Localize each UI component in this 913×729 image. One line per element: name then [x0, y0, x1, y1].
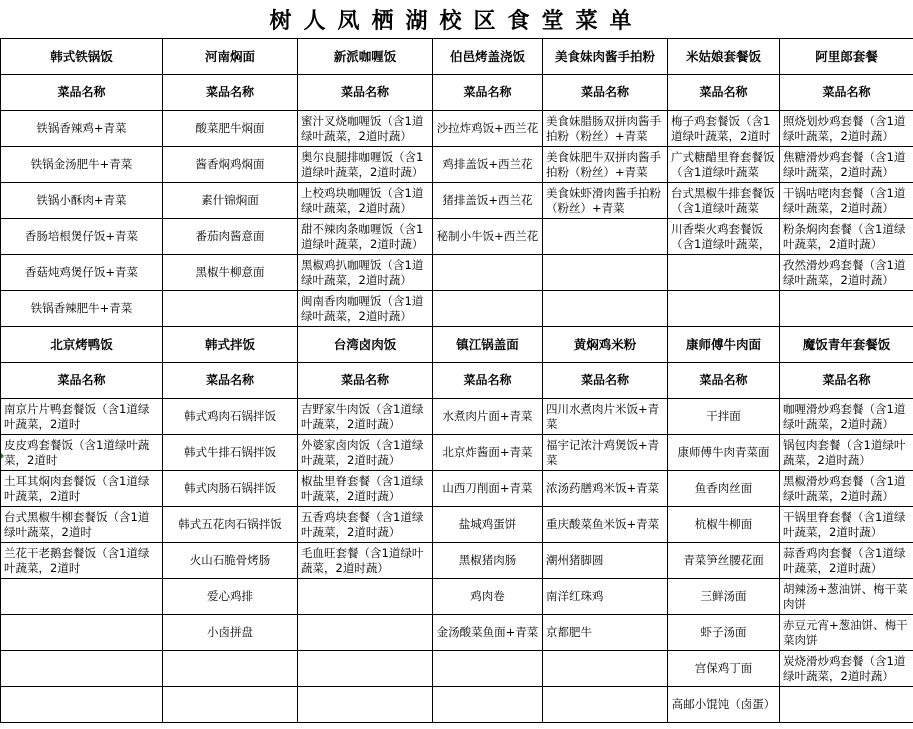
menu-table [0, 38, 913, 723]
dish-cell: 青菜笋丝腰花面 [668, 543, 780, 579]
dish-name-label: 菜品名称 [668, 363, 780, 399]
dish-cell: 铁锅金汤肥牛+青菜 [1, 147, 163, 183]
dish-name-label: 菜品名称 [298, 363, 433, 399]
menu-body [1, 39, 913, 723]
menu-row [1, 543, 913, 579]
dish-cell [543, 687, 668, 723]
dish-cell: 炭烧滑炒鸡套餐（含1道绿叶蔬菜，2道时蔬） [780, 651, 913, 687]
dish-cell: 番茄肉酱意面 [163, 219, 298, 255]
restaurant-name: 美食妹肉酱手拍粉 [543, 39, 668, 75]
dish-cell: 兰花干老鹅套餐饭（含1道绿叶蔬菜，2道时 [1, 543, 163, 579]
dish-cell [543, 219, 668, 255]
dish-cell: 盐城鸡蛋饼 [433, 507, 543, 543]
dish-cell: 高邮小馄饨（卤蛋） [668, 687, 780, 723]
dish-cell: 川香柴火鸡套餐饭（含1道绿叶蔬菜， [668, 219, 780, 255]
dish-name-label: 菜品名称 [543, 75, 668, 111]
dish-cell: 广式糖醋里脊套餐饭（含1道绿叶蔬菜 [668, 147, 780, 183]
dish-cell: 蒜香鸡肉套餐（含1道绿叶蔬菜，2道时蔬） [780, 543, 913, 579]
dish-cell: 香菇炖鸡煲仔饭+青菜 [1, 255, 163, 291]
restaurant-name: 伯邑烤盖浇饭 [433, 39, 543, 75]
dish-cell: 韩式五花肉石锅拌饭 [163, 507, 298, 543]
dish-cell: 猪排盖饭+西兰花 [433, 183, 543, 219]
dish-name-label: 菜品名称 [668, 75, 780, 111]
dish-cell: 秘制小牛饭+西兰花 [433, 219, 543, 255]
restaurant-name: 米姑娘套餐饭 [668, 39, 780, 75]
dish-cell [163, 687, 298, 723]
dish-cell: 京都肥牛 [543, 615, 668, 651]
dish-cell: 南洋红珠鸡 [543, 579, 668, 615]
dish-cell [163, 651, 298, 687]
dish-cell: 福宇记浓汁鸡煲饭+青菜 [543, 435, 668, 471]
dish-cell: 浓汤药膳鸡米饭+青菜 [543, 471, 668, 507]
dish-cell [780, 291, 913, 327]
dish-cell: 爱心鸡排 [163, 579, 298, 615]
dish-cell: 咖喱滑炒鸡套餐（含1道绿叶蔬菜，2道时蔬） [780, 399, 913, 435]
dish-cell: 酱香焖鸡焖面 [163, 147, 298, 183]
dish-cell: 金汤酸菜鱼面+青菜 [433, 615, 543, 651]
dish-cell [543, 255, 668, 291]
restaurant-header-row [1, 327, 913, 363]
dish-cell: 铁锅香辣鸡+青菜 [1, 111, 163, 147]
dish-cell: 韩式鸡肉石锅拌饭 [163, 399, 298, 435]
dish-cell: 山西刀削面+青菜 [433, 471, 543, 507]
dish-name-label: 菜品名称 [298, 75, 433, 111]
dish-cell: 韩式牛排石锅拌饭 [163, 435, 298, 471]
dish-cell: 蜜汁叉烧咖喱饭（含1道绿叶蔬菜，2道时蔬） [298, 111, 433, 147]
dish-cell: 五香鸡块套餐（含1道绿叶蔬菜，2道时蔬） [298, 507, 433, 543]
restaurant-name: 韩式铁锅饭 [1, 39, 163, 75]
dish-cell: 干锅咕咾肉套餐（含1道绿叶蔬菜，2道时蔬） [780, 183, 913, 219]
dish-cell: 北京炸酱面+青菜 [433, 435, 543, 471]
page-title: 树人凤栖湖校区食堂菜单 [269, 7, 644, 34]
restaurant-name: 台湾卤肉饭 [298, 327, 433, 363]
dish-cell: 干拌面 [668, 399, 780, 435]
dish-name-label: 菜品名称 [543, 363, 668, 399]
dish-cell [1, 687, 163, 723]
menu-row [1, 219, 913, 255]
restaurant-header-row [1, 39, 913, 75]
menu-row [1, 291, 913, 327]
dish-cell [543, 291, 668, 327]
restaurant-name: 北京烤鸭饭 [1, 327, 163, 363]
dish-cell [298, 579, 433, 615]
dish-cell [298, 615, 433, 651]
menu-row [1, 507, 913, 543]
dish-name-label: 菜品名称 [1, 363, 163, 399]
dish-cell: 照烧划炒鸡套餐（含1道绿叶蔬菜，2道时蔬） [780, 111, 913, 147]
restaurant-name: 黄焖鸡米粉 [543, 327, 668, 363]
dish-cell: 赤豆元宵+葱油饼、梅干菜肉饼 [780, 615, 913, 651]
dish-cell: 椒盐里脊套餐（含1道绿叶蔬菜，2道时蔬） [298, 471, 433, 507]
menu-row [1, 471, 913, 507]
dish-name-label: 菜品名称 [433, 363, 543, 399]
restaurant-name: 康师傅牛肉面 [668, 327, 780, 363]
dish-name-label: 菜品名称 [780, 75, 913, 111]
dish-cell [433, 651, 543, 687]
dish-cell: 铁锅香辣肥牛+青菜 [1, 291, 163, 327]
dish-cell: 韩式肉肠石锅拌饭 [163, 471, 298, 507]
dish-cell: 黑椒牛柳意面 [163, 255, 298, 291]
menu-row [1, 399, 913, 435]
dish-cell [543, 651, 668, 687]
menu-row [1, 687, 913, 723]
dish-cell: 潮州猪脚圆 [543, 543, 668, 579]
dish-cell: 素什锦焖面 [163, 183, 298, 219]
dish-cell: 黑椒鸡扒咖喱饭（含1道绿叶蔬菜，2道时蔬） [298, 255, 433, 291]
dish-cell: 鱼香肉丝面 [668, 471, 780, 507]
dish-cell: 闽南香肉咖喱饭（含1道绿叶蔬菜，2道时蔬） [298, 291, 433, 327]
dish-cell: 美食妹肥牛双拼肉酱手拍粉（粉丝）+青菜 [543, 147, 668, 183]
dish-cell: 奥尔良腿排咖喱饭（含1道绿叶蔬菜，2道时蔬） [298, 147, 433, 183]
dish-cell: 粉条焖肉套餐（含1道绿叶蔬菜，2道时蔬） [780, 219, 913, 255]
dish-cell: 重庆酸菜鱼米饭+青菜 [543, 507, 668, 543]
menu-row [1, 183, 913, 219]
dish-name-label: 菜品名称 [1, 75, 163, 111]
dish-cell: 三鲜汤面 [668, 579, 780, 615]
dish-cell: 干锅里脊套餐（含1道绿叶蔬菜，2道时蔬） [780, 507, 913, 543]
restaurant-name: 魔饭青年套餐饭 [780, 327, 913, 363]
dish-cell: 美食妹虾滑肉酱手拍粉（粉丝）+青菜 [543, 183, 668, 219]
menu-row [1, 255, 913, 291]
dish-cell: 黑椒滑炒鸡套餐（含1道绿叶蔬菜，2道时蔬） [780, 471, 913, 507]
restaurant-name: 镇江锅盖面 [433, 327, 543, 363]
dish-cell [433, 687, 543, 723]
menu-row [1, 111, 913, 147]
dish-cell: 外婆家卤肉饭（含1道绿叶蔬菜，2道时蔬） [298, 435, 433, 471]
dish-cell: 杭椒牛柳面 [668, 507, 780, 543]
dish-cell [298, 651, 433, 687]
dish-cell [163, 291, 298, 327]
dish-name-label: 菜品名称 [780, 363, 913, 399]
dish-cell: 焦糖滑炒鸡套餐（含1道绿叶蔬菜，2道时蔬） [780, 147, 913, 183]
dish-name-label: 菜品名称 [163, 75, 298, 111]
column-label-row [1, 363, 913, 399]
column-label-row [1, 75, 913, 111]
dish-cell [433, 291, 543, 327]
dish-cell: 土耳其焖肉套餐饭（含1道绿叶蔬菜，2道时 [1, 471, 163, 507]
dish-cell: 毛血旺套餐（含1道绿叶蔬菜，2道时蔬） [298, 543, 433, 579]
menu-row [1, 651, 913, 687]
restaurant-name: 韩式拌饭 [163, 327, 298, 363]
dish-cell: 香肠培根煲仔饭+青菜 [1, 219, 163, 255]
dish-cell [668, 255, 780, 291]
dish-cell: 鸡排盖饭+西兰花 [433, 147, 543, 183]
menu-row [1, 615, 913, 651]
dish-cell: 皮皮鸡套餐饭（含1道绿叶蔬菜，2道时 [1, 435, 163, 471]
dish-cell: 美食妹腊肠双拼肉酱手拍粉（粉丝）+青菜 [543, 111, 668, 147]
dish-cell: 康师傅牛肉青菜面 [668, 435, 780, 471]
restaurant-name: 新派咖喱饭 [298, 39, 433, 75]
menu-row [1, 147, 913, 183]
dish-cell: 鸡肉卷 [433, 579, 543, 615]
dish-cell: 孜然滑炒鸡套餐（含1道绿叶蔬菜，2道时蔬） [780, 255, 913, 291]
restaurant-name: 阿里郎套餐 [780, 39, 913, 75]
dish-cell: 梅子鸡套餐饭（含1道绿叶蔬菜，2道时 [668, 111, 780, 147]
menu-row [1, 435, 913, 471]
dish-cell [668, 291, 780, 327]
dish-cell [780, 687, 913, 723]
dish-name-label: 菜品名称 [433, 75, 543, 111]
dish-cell: 四川水煮肉片米饭+青菜 [543, 399, 668, 435]
menu-row [1, 579, 913, 615]
dish-cell [1, 615, 163, 651]
dish-cell: 南京片片鸭套餐饭（含1道绿叶蔬菜，2道时 [1, 399, 163, 435]
dish-cell: 吉野家牛肉饭（含1道绿叶蔬菜，2道时蔬） [298, 399, 433, 435]
dish-cell: 水煮肉片面+青菜 [433, 399, 543, 435]
dish-cell: 台式黑椒牛柳套餐饭（含1道绿叶蔬菜，2道时 [1, 507, 163, 543]
dish-cell [433, 255, 543, 291]
dish-cell: 胡辣汤+葱油饼、梅干菜肉饼 [780, 579, 913, 615]
dish-cell: 小卤拼盘 [163, 615, 298, 651]
dish-cell: 酸菜肥牛焖面 [163, 111, 298, 147]
dish-cell: 黑椒猪肉肠 [433, 543, 543, 579]
dish-name-label: 菜品名称 [163, 363, 298, 399]
dish-cell [1, 651, 163, 687]
dish-cell: 铁锅小酥肉+青菜 [1, 183, 163, 219]
dish-cell [1, 579, 163, 615]
dish-cell: 上校鸡块咖喱饭（含1道绿叶蔬菜，2道时蔬） [298, 183, 433, 219]
restaurant-name: 河南焖面 [163, 39, 298, 75]
dish-cell: 甜不辣肉条咖喱饭（含1道绿叶蔬菜，2道时蔬） [298, 219, 433, 255]
dish-cell: 沙拉炸鸡饭+西兰花 [433, 111, 543, 147]
dish-cell: 锅包肉套餐（含1道绿叶蔬菜，2道时蔬） [780, 435, 913, 471]
dish-cell: 虾子汤面 [668, 615, 780, 651]
dish-cell: 宫保鸡丁面 [668, 651, 780, 687]
dish-cell: 台式黑椒牛排套餐饭（含1道绿叶蔬菜 [668, 183, 780, 219]
dish-cell [298, 687, 433, 723]
dish-cell: 火山石脆骨烤肠 [163, 543, 298, 579]
